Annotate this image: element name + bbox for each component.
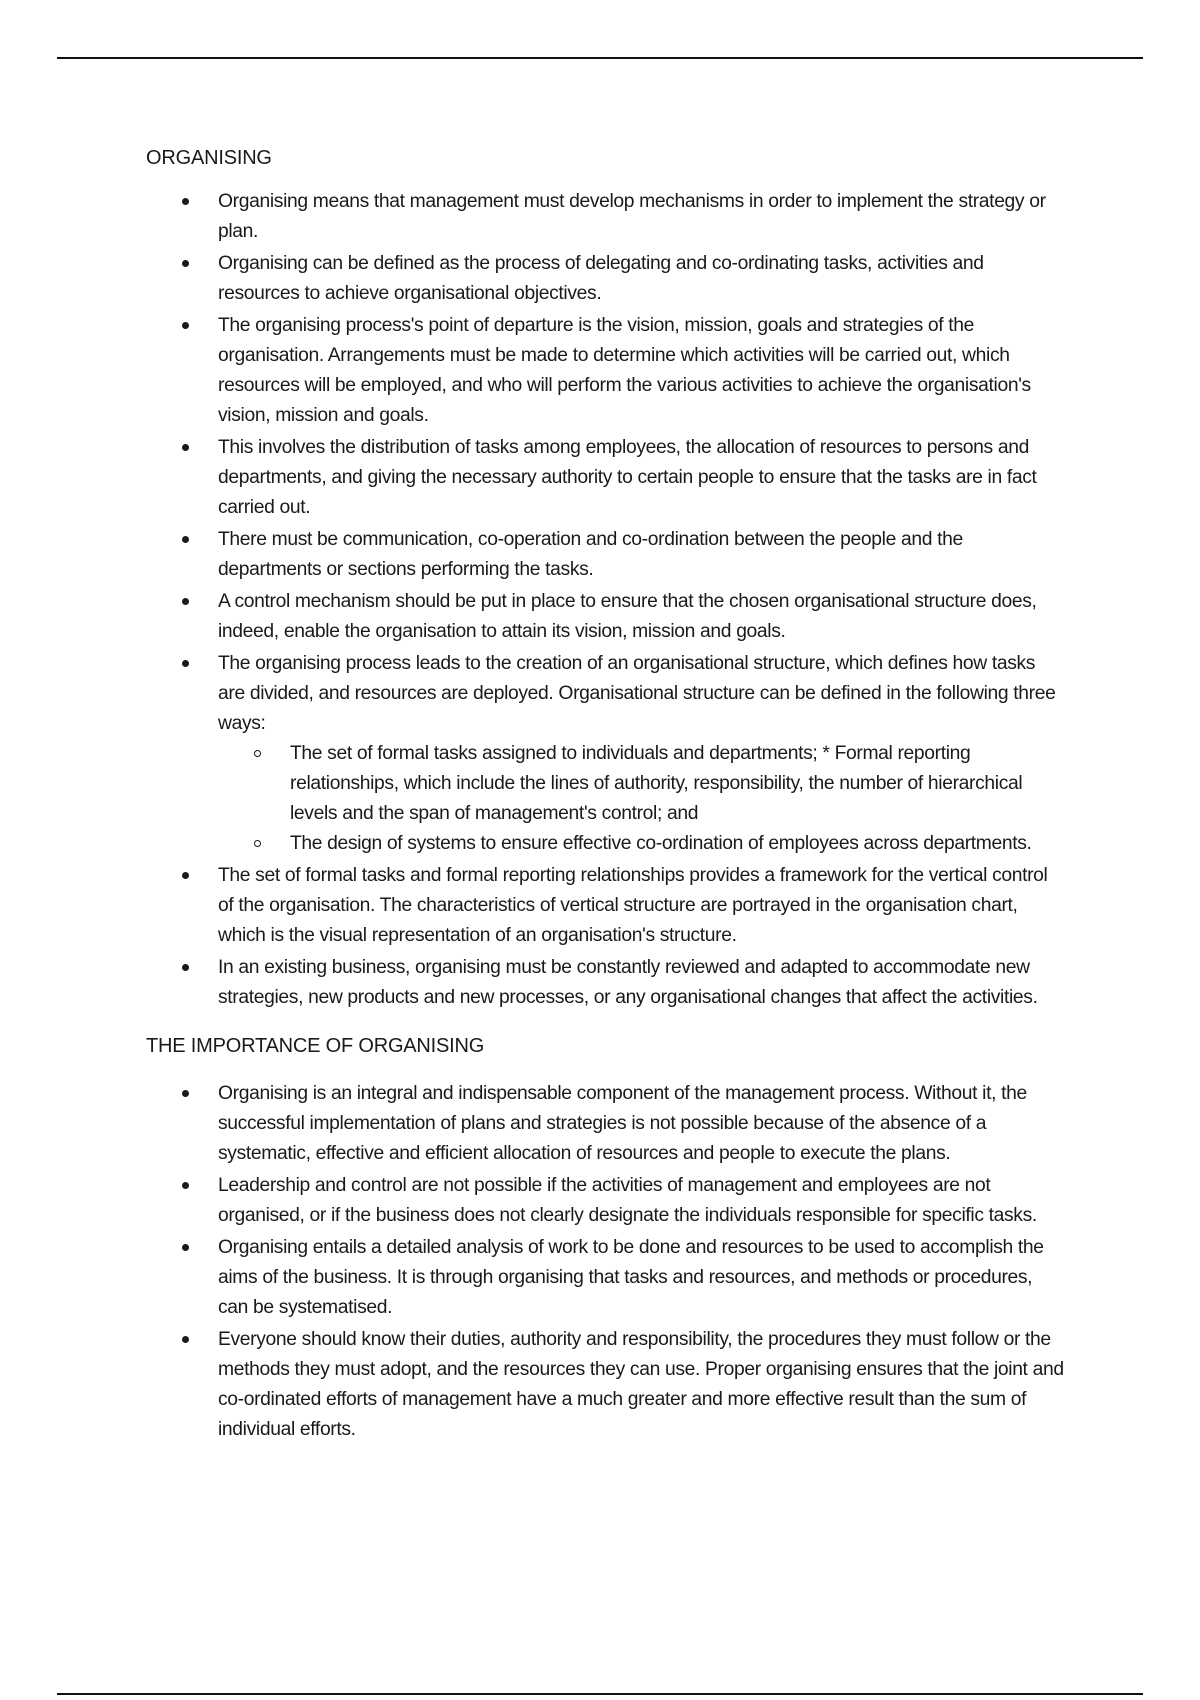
bullet-icon [182, 1182, 189, 1189]
structure-sub-list [218, 739, 1066, 859]
list-item [218, 861, 1066, 951]
bullet-icon [182, 536, 189, 543]
list-item [218, 1233, 1066, 1323]
bullet-icon [182, 872, 189, 879]
list-item [218, 1325, 1066, 1445]
list-item [218, 953, 1066, 1013]
section-heading-importance: THE IMPORTANCE OF ORGANISING [146, 1035, 485, 1057]
list-item-text: A control mechanism should be put in place to ensure that the chosen organisational structure does, indeed, enable the organisation to attain its vision, mission and goals. [218, 591, 1037, 642]
bullet-icon [182, 444, 189, 451]
list-item-text: This involves the distribution of tasks among employees, the allocation of resources to persons and departments, and giving the necessary authority to certain people to ensure that the tasks are in fact carried out. [218, 437, 1037, 518]
bullet-icon [182, 598, 189, 605]
list-item [218, 433, 1066, 523]
list-item-text: Leadership and control are not possible if the activities of management and employees are not organised, or if the business does not clearly designate the individuals responsible for specific tasks. [218, 1175, 1037, 1226]
list-item-text: Everyone should know their duties, authority and responsibility, the procedures they must follow or the methods they must adopt, and the resources they can use. Proper organising ensures that the joint and co-ordinated efforts of management have a much greater and more effective result than the sum of individual efforts. [218, 1329, 1064, 1440]
sub-list-item-text: The set of formal tasks assigned to individuals and departments; * Formal reporting relationships, which include the lines of authority, responsibility, the number of hierarchical levels and the span of management's control; and [290, 743, 1023, 824]
bullet-icon [182, 260, 189, 267]
list-item [218, 187, 1066, 247]
bullet-icon [182, 1090, 189, 1097]
bullet-icon [182, 964, 189, 971]
list-item [218, 1171, 1066, 1231]
header-rule [57, 57, 1143, 59]
list-item [218, 1079, 1066, 1169]
sub-list-item [290, 829, 1066, 859]
bullet-icon [182, 660, 189, 667]
list-item-text: Organising entails a detailed analysis of work to be done and resources to be used to accomplish the aims of the business. It is through organising that tasks and resources, and methods or procedures, can be systematised. [218, 1237, 1044, 1318]
document-body [146, 143, 1066, 1447]
list-item-text: Organising means that management must develop mechanisms in order to implement the strategy or plan. [218, 191, 1046, 242]
organising-bullet-list [146, 187, 1066, 1013]
sub-list-item-text: The design of systems to ensure effective co-ordination of employees across departments. [290, 833, 1032, 854]
list-item-text: Organising is an integral and indispensable component of the management process. Without it, the successful implementation of plans and strategies is not possible because of the absence of a systematic, effective and efficient allocation of resources and people to execute the plans. [218, 1083, 1027, 1164]
bullet-icon [182, 198, 189, 205]
list-item-text: The set of formal tasks and formal reporting relationships provides a framework for the vertical control of the organisation. The characteristics of vertical structure are portrayed in the organisation chart, which is the visual representation of an organisation's structure. [218, 865, 1048, 946]
list-item [218, 587, 1066, 647]
list-item-text: The organising process leads to the creation of an organisational structure, which defines how tasks are divided, and resources are deployed. Organisational structure can be defined in the following three ways: [218, 653, 1056, 734]
list-item-text: In an existing business, organising must be constantly reviewed and adapted to accommodate new strategies, new products and new processes, or any organisational changes that affect the activities. [218, 957, 1038, 1008]
list-item [218, 525, 1066, 585]
bullet-icon [182, 1244, 189, 1251]
sub-list-item [290, 739, 1066, 829]
hollow-bullet-icon [254, 750, 261, 757]
bullet-icon [182, 322, 189, 329]
bullet-icon [182, 1336, 189, 1343]
footer-rule [57, 1693, 1143, 1695]
list-item [218, 249, 1066, 309]
list-item-text: The organising process's point of departure is the vision, mission, goals and strategies of the organisation. Arrangements must be made to determine which activities will be carried out, which resources will be employed, and who will perform the various activities to achieve the organisation's vision, mission and goals. [218, 315, 1031, 426]
list-item [218, 649, 1066, 859]
importance-bullet-list [146, 1079, 1066, 1445]
list-item [218, 311, 1066, 431]
list-item-text: Organising can be defined as the process of delegating and co-ordinating tasks, activities and resources to achieve organisational objectives. [218, 253, 984, 304]
list-item-text: There must be communication, co-operation and co-ordination between the people and the departments or sections performing the tasks. [218, 529, 963, 580]
hollow-bullet-icon [254, 840, 261, 847]
section-heading-organising: ORGANISING [146, 147, 272, 169]
